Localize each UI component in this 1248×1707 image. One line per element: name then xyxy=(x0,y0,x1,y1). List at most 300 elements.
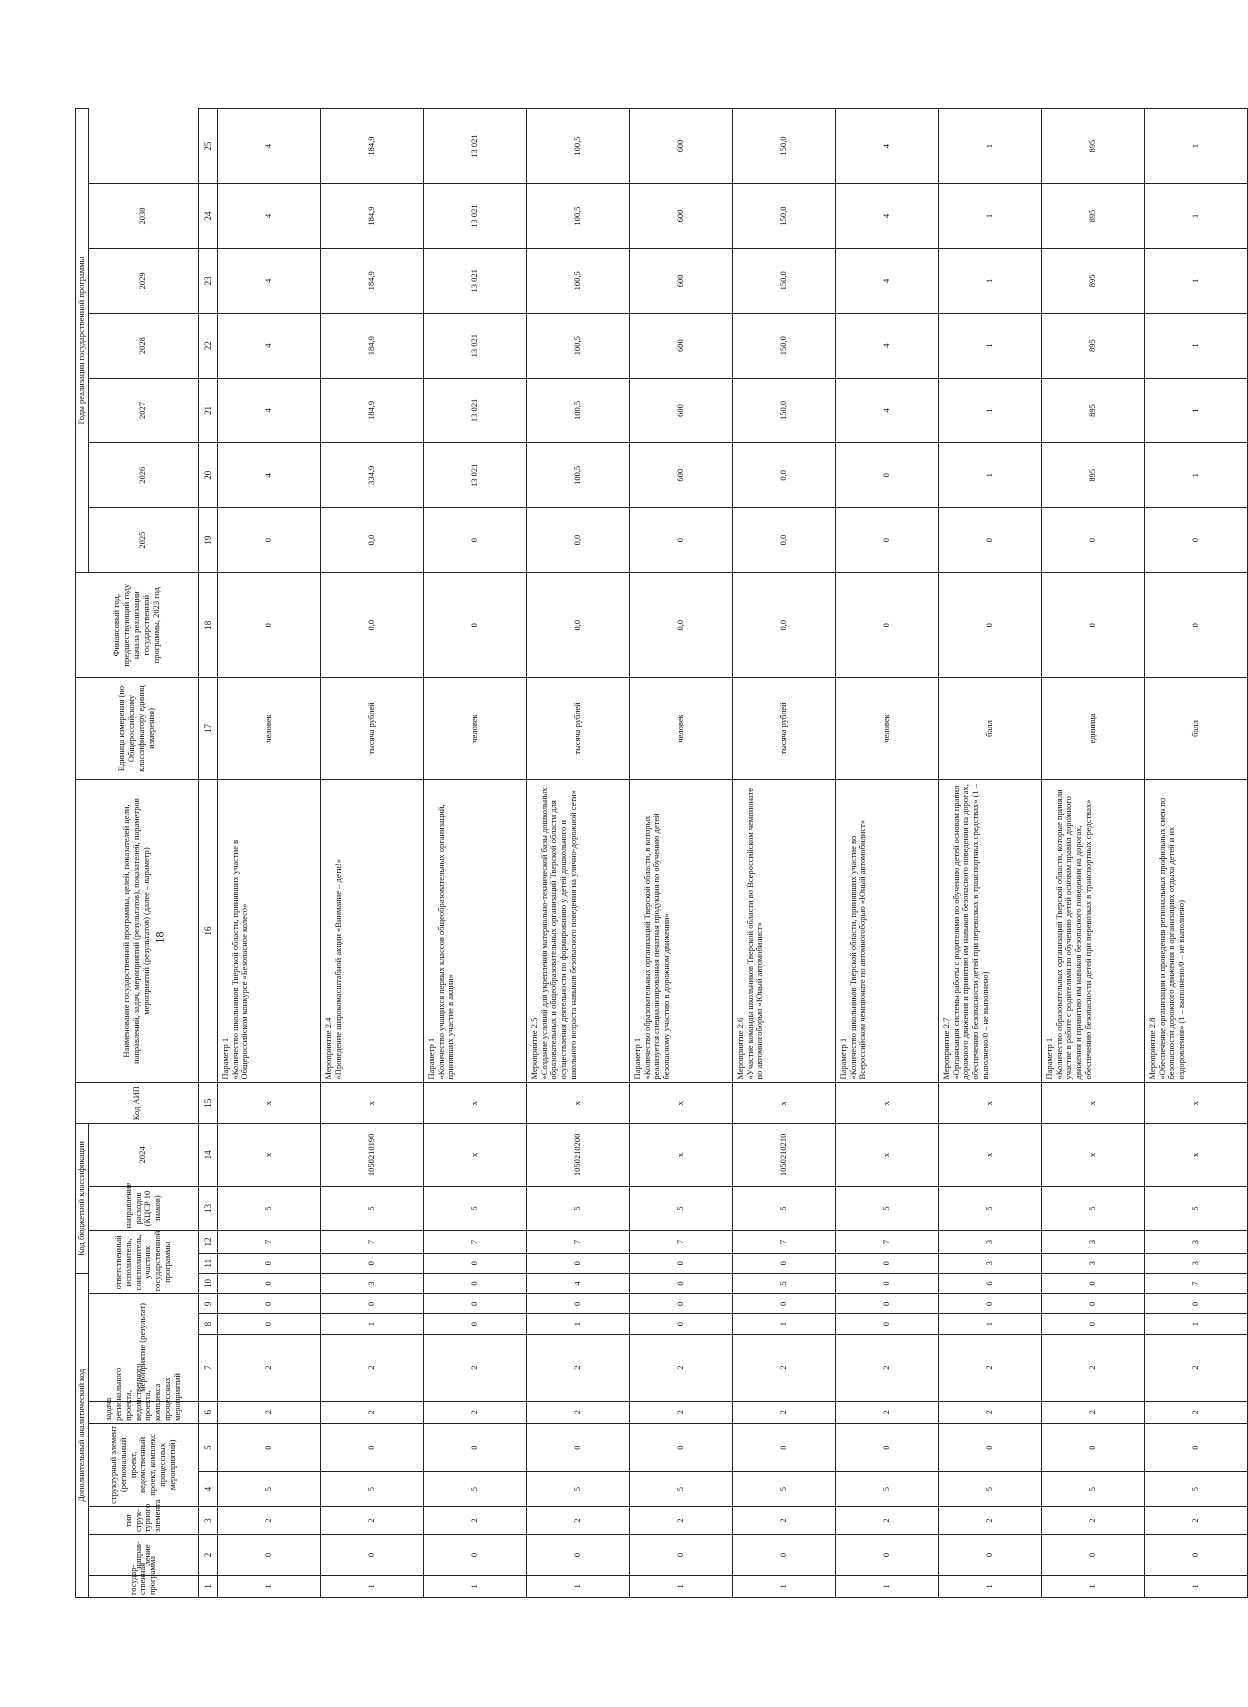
code-cell: 1 xyxy=(423,1575,526,1597)
year-value-cell: 4 xyxy=(217,184,320,249)
code-cell: x xyxy=(1041,1123,1144,1186)
unit-cell: балл xyxy=(938,678,1041,779)
code-cell: 2 xyxy=(526,1334,629,1401)
year-value-cell: 600 xyxy=(629,443,732,508)
column-number: 5 xyxy=(198,1423,217,1472)
code-cell: 5 xyxy=(1041,1472,1144,1506)
code-cell: 7 xyxy=(629,1231,732,1253)
header-zadacha: задача регионального проекта, ведомственного проекта, комплекса процессных мероприятий xyxy=(88,1401,198,1423)
name-cell: Параметр 1 «Количество учащихся первых классов общеобразовательных организаций, принявших участие в акции» xyxy=(423,779,526,1083)
year-value-cell: 0 xyxy=(423,508,526,573)
code-cell: 0 xyxy=(629,1253,732,1273)
code-cell: 5 xyxy=(938,1472,1041,1506)
year-value-cell: 13 021 xyxy=(423,378,526,443)
code-cell: 2 xyxy=(217,1334,320,1401)
name-cell: Мероприятие 2.7 «Организация системы работы с родителями по обучению детей основам правил дорожного движения и привитию им навыков безопасного поведения на дорогах, обеспечению безопасности детей при перевозках в транспортных средствах» (1 – выполнено/0 – не выполнено) xyxy=(938,779,1041,1083)
column-number: 1 xyxy=(198,1575,217,1597)
code-cell: 0 xyxy=(1041,1273,1144,1293)
name-cell: Параметр 1 «Количество образовательных организаций Тверской области, которые приняли участие в работе с родителями по обучению детей основам правил дорожного движения и привитию им навыков безопасного поведения на дорогах, обеспечению безопасности детей при перевозках в транспортных средствах» xyxy=(1041,779,1144,1083)
column-number: 24 xyxy=(198,184,217,249)
code-cell: 2 xyxy=(835,1334,938,1401)
code-cell: 5 xyxy=(423,1186,526,1231)
column-number: 11 xyxy=(198,1253,217,1273)
year-value-cell: 4 xyxy=(217,248,320,313)
code-cell: 0 xyxy=(320,1253,423,1273)
column-number: 4 xyxy=(198,1472,217,1506)
code-cell: 0 xyxy=(629,1535,732,1576)
code-cell: 5 xyxy=(217,1472,320,1506)
code-cell: 2 xyxy=(320,1334,423,1401)
code-cell: 0 xyxy=(423,1314,526,1334)
column-number: 18 xyxy=(198,573,217,678)
code-cell: 0 xyxy=(423,1535,526,1576)
name-cell: Мероприятие 2.8 «Обеспечение организации и проведения региональных профильных смен по безопасности дорожного движения в организациях отдыха детей и их оздоровления» (1 – выполнено/0 – не выполнено) xyxy=(1144,779,1247,1083)
name-cell: Параметр 1 «Количество школьников Тверской области, принявших участие во Всероссийском чемпионате по автомногоборью «Юный автомобилист» xyxy=(835,779,938,1083)
column-number: 23 xyxy=(198,248,217,313)
year-value-cell: 4 xyxy=(835,109,938,184)
header-row-1 xyxy=(76,109,89,1598)
column-number: 19 xyxy=(198,508,217,573)
year-value-cell: 4 xyxy=(217,313,320,378)
code-cell: 1050210200 xyxy=(526,1123,629,1186)
code-cell: 3 xyxy=(938,1253,1041,1273)
unit-cell: тысяча рублей xyxy=(526,678,629,779)
code-cell: 7 xyxy=(423,1231,526,1253)
year-value-cell: 895 xyxy=(1041,248,1144,313)
code-cell: 0 xyxy=(217,1253,320,1273)
code-cell: 2 xyxy=(423,1506,526,1534)
table-row xyxy=(217,109,320,1598)
year-value-cell: 1 xyxy=(1144,378,1247,443)
year-value-cell: 600 xyxy=(629,109,732,184)
table-row xyxy=(629,109,732,1598)
year-value-cell: 150,0 xyxy=(732,184,835,249)
code-cell: 5 xyxy=(1041,1186,1144,1231)
code-cell: 2 xyxy=(1144,1401,1247,1423)
year-value-cell: 150,0 xyxy=(732,378,835,443)
code-cell: 2 xyxy=(1041,1401,1144,1423)
code-cell: 7 xyxy=(835,1231,938,1253)
column-number: 6 xyxy=(198,1401,217,1423)
header-edinica: Единица измерения (по Общероссийскому классификатору единиц измерения) xyxy=(76,678,199,779)
code-cell: 1 xyxy=(1144,1314,1247,1334)
header-tip-struct: тип струк-турного элемента xyxy=(88,1506,198,1534)
code-cell: x xyxy=(629,1083,732,1124)
code-cell: 7 xyxy=(526,1231,629,1253)
code-cell: 0 xyxy=(217,1535,320,1576)
column-number: 10 xyxy=(198,1273,217,1293)
code-cell: 0 xyxy=(732,1294,835,1314)
year-value-cell: 13 021 xyxy=(423,109,526,184)
code-cell: 0 xyxy=(835,1273,938,1293)
code-cell: 5 xyxy=(629,1472,732,1506)
year-value-cell: 895 xyxy=(1041,184,1144,249)
column-number: 3 xyxy=(198,1506,217,1534)
header-year-2025: 2025 xyxy=(88,508,198,573)
code-cell: 0 xyxy=(423,1294,526,1314)
code-cell: 5 xyxy=(629,1186,732,1231)
name-cell: Мероприятие 2.4 «Проведение широкомасштабной акции «Внимание – дети!» xyxy=(320,779,423,1083)
header-year-2024: 2024 xyxy=(88,1123,198,1186)
code-cell: x xyxy=(732,1083,835,1124)
code-cell: x xyxy=(217,1123,320,1186)
year-value-cell: 0 xyxy=(217,508,320,573)
table-row xyxy=(938,109,1041,1598)
code-cell: 2 xyxy=(320,1401,423,1423)
header-finansovy-god: Финансовый год, предшествующий году начала реализации государственной программы, 2023 год xyxy=(76,573,199,678)
code-cell: 0 xyxy=(1144,1294,1247,1314)
code-cell: x xyxy=(938,1083,1041,1124)
code-cell: 0 xyxy=(217,1273,320,1293)
year-value-cell: 0 xyxy=(629,508,732,573)
code-cell: 0 xyxy=(835,1294,938,1314)
code-cell: 3 xyxy=(1041,1253,1144,1273)
code-cell: 2 xyxy=(423,1334,526,1401)
code-cell: 0 xyxy=(835,1314,938,1334)
code-cell: 1 xyxy=(526,1314,629,1334)
code-cell: 0 xyxy=(938,1423,1041,1472)
year-value-cell: 4 xyxy=(835,378,938,443)
table-row xyxy=(1144,109,1247,1598)
year-value-cell: 150,0 xyxy=(732,109,835,184)
code-cell: 2 xyxy=(1041,1506,1144,1534)
code-cell: 7 xyxy=(1144,1273,1247,1293)
year-value-cell: 895 xyxy=(1041,313,1144,378)
code-cell: 5 xyxy=(835,1186,938,1231)
unit-cell: единица xyxy=(1041,678,1144,779)
code-cell: 5 xyxy=(835,1472,938,1506)
header-napravlenie: направ-ление xyxy=(88,1535,198,1576)
code-cell: 1050210190 xyxy=(320,1123,423,1186)
code-cell: 3 xyxy=(1144,1253,1247,1273)
program-table xyxy=(75,108,1248,1598)
code-cell: 0 xyxy=(526,1253,629,1273)
code-cell: 7 xyxy=(320,1231,423,1253)
code-cell: x xyxy=(835,1123,938,1186)
code-cell: 0 xyxy=(732,1253,835,1273)
name-cell: Мероприятие 2.5 «Создание условий для укрепления материально-технической базы дошкольных образовательных и общеобразовательных организаций Тверской области для осуществления деятельности по формированию у детей дошкольного и школьного возраста навыков безопасного поведения на улично-дорожной сети» xyxy=(526,779,629,1083)
table-row xyxy=(526,109,629,1598)
code-cell: 7 xyxy=(217,1231,320,1253)
year-value-cell: 100,5 xyxy=(526,378,629,443)
column-number: 17 xyxy=(198,678,217,779)
code-cell: 1 xyxy=(732,1575,835,1597)
fin-year-cell: 0 xyxy=(835,573,938,678)
unit-cell: балл xyxy=(1144,678,1247,779)
code-cell: x xyxy=(629,1123,732,1186)
year-value-cell: 1 xyxy=(938,184,1041,249)
code-cell: 0 xyxy=(732,1535,835,1576)
header-naimenovanie: Наименование государственной программы, целей, показателей цели, направлений, задач, мероприятий (результатов), показателей, параметров мероприятий (результатов) (далее – параметр) xyxy=(76,779,199,1083)
year-value-cell: 100,5 xyxy=(526,248,629,313)
code-cell: 2 xyxy=(938,1401,1041,1423)
year-value-cell: 1 xyxy=(1144,184,1247,249)
unit-cell: человек xyxy=(217,678,320,779)
year-value-cell: 13 021 xyxy=(423,443,526,508)
year-value-cell: 600 xyxy=(629,378,732,443)
header-napravlenie-rashodov: направление расходов (КЦСР 10 знаков) xyxy=(88,1186,198,1231)
code-cell: 0 xyxy=(526,1294,629,1314)
year-value-cell: 0,0 xyxy=(320,508,423,573)
year-value-cell: 334,9 xyxy=(320,443,423,508)
fin-year-cell: 0 xyxy=(1144,573,1247,678)
code-cell: 0 xyxy=(629,1294,732,1314)
unit-cell: тысяча рублей xyxy=(320,678,423,779)
year-value-cell: 4 xyxy=(835,313,938,378)
rotated-table-container xyxy=(75,108,1200,1598)
code-cell: 0 xyxy=(629,1273,732,1293)
year-value-cell: 0,0 xyxy=(732,443,835,508)
column-number: 25 xyxy=(198,109,217,184)
year-value-cell: 1 xyxy=(1144,109,1247,184)
header-dop-code: Дополнительный аналитический код xyxy=(76,1273,89,1597)
fin-year-cell: 0 xyxy=(1041,573,1144,678)
code-cell: 1 xyxy=(938,1575,1041,1597)
year-value-cell: 0,0 xyxy=(526,508,629,573)
fin-year-cell: 0 xyxy=(938,573,1041,678)
year-value-cell: 0 xyxy=(938,508,1041,573)
year-value-cell: 184,9 xyxy=(320,378,423,443)
name-cell: Параметр 1 «Количество образовательных организаций Тверской области, в которых реализуется специализированная печатная продукция по обучению детей безопасному участию в дорожном движении» xyxy=(629,779,732,1083)
column-number: 7 xyxy=(198,1334,217,1401)
column-number: 12 xyxy=(198,1231,217,1253)
code-cell: 0 xyxy=(938,1294,1041,1314)
code-cell: 0 xyxy=(320,1535,423,1576)
code-cell: 1 xyxy=(938,1314,1041,1334)
header-gody: Годы реализации государственной программы xyxy=(76,109,89,573)
code-cell: 1 xyxy=(835,1575,938,1597)
code-cell: x xyxy=(320,1083,423,1124)
code-cell: 2 xyxy=(732,1401,835,1423)
header-gos-prog: государ-ственная программа xyxy=(88,1575,198,1597)
fin-year-cell: 0,0 xyxy=(320,573,423,678)
code-cell: 2 xyxy=(526,1401,629,1423)
code-cell: 1 xyxy=(1144,1575,1247,1597)
year-value-cell: 1 xyxy=(938,443,1041,508)
year-value-cell: 184,9 xyxy=(320,184,423,249)
code-cell: 0 xyxy=(423,1253,526,1273)
code-cell: 0 xyxy=(938,1535,1041,1576)
column-numbers-row xyxy=(198,109,217,1598)
code-cell: 1 xyxy=(320,1314,423,1334)
year-value-cell: 184,9 xyxy=(320,313,423,378)
code-cell: 0 xyxy=(217,1294,320,1314)
code-cell: x xyxy=(1144,1083,1247,1124)
code-cell: 3 xyxy=(1144,1231,1247,1253)
fin-year-cell: 0,0 xyxy=(629,573,732,678)
code-cell: x xyxy=(217,1083,320,1124)
code-cell: 5 xyxy=(732,1186,835,1231)
year-value-cell: 0 xyxy=(1144,508,1247,573)
year-value-cell: 13 021 xyxy=(423,184,526,249)
code-cell: 0 xyxy=(1041,1314,1144,1334)
code-cell: 5 xyxy=(732,1273,835,1293)
year-value-cell: 0 xyxy=(835,508,938,573)
code-cell: 3 xyxy=(1041,1231,1144,1253)
code-cell: 5 xyxy=(423,1472,526,1506)
code-cell: x xyxy=(423,1083,526,1124)
header-struct-element: структурный элемент (региональный проект, ведомственный проект, комплекс процессных мероприятий) xyxy=(88,1423,198,1506)
code-cell: 0 xyxy=(835,1423,938,1472)
code-cell: 2 xyxy=(526,1506,629,1534)
code-cell: 2 xyxy=(217,1401,320,1423)
table-row xyxy=(320,109,423,1598)
code-cell: 0 xyxy=(1041,1294,1144,1314)
code-cell: 2 xyxy=(629,1506,732,1534)
year-value-cell: 184,9 xyxy=(320,109,423,184)
table-row xyxy=(732,109,835,1598)
table-body xyxy=(217,109,1247,1598)
code-cell: 0 xyxy=(629,1423,732,1472)
code-cell: 2 xyxy=(629,1334,732,1401)
column-number: 16 xyxy=(198,779,217,1083)
header-year-2027: 2027 xyxy=(88,378,198,443)
header-meropriyatie: мероприятие (результат) xyxy=(88,1294,198,1401)
code-cell: 4 xyxy=(526,1273,629,1293)
year-value-cell: 0 xyxy=(1041,508,1144,573)
column-number: 15 xyxy=(198,1083,217,1124)
fin-year-cell: 0,0 xyxy=(732,573,835,678)
year-value-cell: 4 xyxy=(217,443,320,508)
code-cell: 0 xyxy=(1144,1535,1247,1576)
code-cell: 2 xyxy=(1144,1506,1247,1534)
code-cell: 5 xyxy=(320,1472,423,1506)
code-cell: 5 xyxy=(938,1186,1041,1231)
code-cell: 5 xyxy=(526,1472,629,1506)
column-number: 13 xyxy=(198,1186,217,1231)
code-cell: 0 xyxy=(320,1423,423,1472)
code-cell: 0 xyxy=(526,1535,629,1576)
header-budget-code: Код бюджетной классификации xyxy=(76,1123,89,1273)
column-number: 20 xyxy=(198,443,217,508)
header-kod-aip: Код АИП xyxy=(76,1083,199,1124)
code-cell: x xyxy=(1144,1123,1247,1186)
year-value-cell: 4 xyxy=(217,378,320,443)
column-number: 2 xyxy=(198,1535,217,1576)
code-cell: 2 xyxy=(1144,1334,1247,1401)
column-number: 9 xyxy=(198,1294,217,1314)
year-value-cell: 4 xyxy=(217,109,320,184)
code-cell: 1050210210 xyxy=(732,1123,835,1186)
year-value-cell: 184,9 xyxy=(320,248,423,313)
year-value-cell: 1 xyxy=(1144,313,1247,378)
table-row xyxy=(423,109,526,1598)
code-cell: 2 xyxy=(835,1506,938,1534)
year-value-cell: 13 021 xyxy=(423,313,526,378)
year-value-cell: 150,0 xyxy=(732,313,835,378)
year-value-cell: 1 xyxy=(938,109,1041,184)
code-cell: x xyxy=(835,1083,938,1124)
fin-year-cell: 0,0 xyxy=(526,573,629,678)
code-cell: 5 xyxy=(732,1472,835,1506)
code-cell: 0 xyxy=(217,1423,320,1472)
year-value-cell: 0,0 xyxy=(732,508,835,573)
year-value-cell: 895 xyxy=(1041,378,1144,443)
code-cell: x xyxy=(938,1123,1041,1186)
year-value-cell: 100,5 xyxy=(526,184,629,249)
code-cell: 2 xyxy=(1041,1334,1144,1401)
code-cell: 5 xyxy=(217,1186,320,1231)
code-cell: 1 xyxy=(629,1575,732,1597)
column-number: 8 xyxy=(198,1314,217,1334)
column-number: 21 xyxy=(198,378,217,443)
code-cell: 0 xyxy=(1041,1423,1144,1472)
year-value-cell: 600 xyxy=(629,184,732,249)
code-cell: 0 xyxy=(217,1314,320,1334)
code-cell: 0 xyxy=(629,1314,732,1334)
code-cell: 0 xyxy=(732,1423,835,1472)
code-cell: 3 xyxy=(320,1273,423,1293)
year-value-cell: 895 xyxy=(1041,109,1144,184)
fin-year-cell: 0 xyxy=(217,573,320,678)
year-value-cell: 4 xyxy=(835,184,938,249)
name-cell: Мероприятие 2.6 «Участие команды школьников Тверской области во Всероссийском чемпионате по автомногоборью «Юный автомобилист» xyxy=(732,779,835,1083)
code-cell: 1 xyxy=(1041,1575,1144,1597)
unit-cell: человек xyxy=(629,678,732,779)
header-year-2026: 2026 xyxy=(88,443,198,508)
table-row xyxy=(1041,109,1144,1598)
code-cell: 7 xyxy=(732,1231,835,1253)
column-number: 14 xyxy=(198,1123,217,1186)
code-cell: 1 xyxy=(320,1575,423,1597)
code-cell: 2 xyxy=(835,1401,938,1423)
code-cell: 5 xyxy=(526,1186,629,1231)
year-value-cell: 4 xyxy=(835,248,938,313)
year-value-cell: 150,0 xyxy=(732,248,835,313)
code-cell: 0 xyxy=(423,1423,526,1472)
code-cell: 0 xyxy=(1144,1423,1247,1472)
code-cell: x xyxy=(526,1083,629,1124)
unit-cell: человек xyxy=(835,678,938,779)
code-cell: 5 xyxy=(1144,1472,1247,1506)
year-value-cell: 0 xyxy=(835,443,938,508)
page-number: 18 xyxy=(152,931,167,944)
header-year-2029: 2029 xyxy=(88,248,198,313)
code-cell: 2 xyxy=(629,1401,732,1423)
code-cell: 5 xyxy=(320,1186,423,1231)
year-value-cell: 1 xyxy=(938,313,1041,378)
code-cell: 1 xyxy=(732,1314,835,1334)
year-value-cell: 895 xyxy=(1041,443,1144,508)
header-year-2028: 2028 xyxy=(88,313,198,378)
code-cell: 0 xyxy=(835,1535,938,1576)
code-cell: 0 xyxy=(320,1294,423,1314)
code-cell: x xyxy=(423,1123,526,1186)
code-cell: 5 xyxy=(1144,1186,1247,1231)
year-value-cell: 1 xyxy=(1144,248,1247,313)
code-cell: 2 xyxy=(732,1506,835,1534)
code-cell: 2 xyxy=(732,1334,835,1401)
year-value-cell: 1 xyxy=(938,378,1041,443)
year-value-cell: 600 xyxy=(629,313,732,378)
code-cell: 2 xyxy=(320,1506,423,1534)
year-value-cell: 1 xyxy=(1144,443,1247,508)
unit-cell: тысяча рублей xyxy=(732,678,835,779)
year-value-cell: 600 xyxy=(629,248,732,313)
year-value-cell: 100,5 xyxy=(526,313,629,378)
name-cell: Параметр 1 «Количество школьников Тверской области, принявших участие в Общероссийском конкурсе «Безопасное колесо» xyxy=(217,779,320,1083)
year-value-cell: 13 021 xyxy=(423,248,526,313)
code-cell: 0 xyxy=(423,1273,526,1293)
code-cell: 1 xyxy=(217,1575,320,1597)
unit-cell: человек xyxy=(423,678,526,779)
code-cell: 2 xyxy=(938,1506,1041,1534)
year-value-cell: 100,5 xyxy=(526,443,629,508)
column-number: 22 xyxy=(198,313,217,378)
fin-year-cell: 0 xyxy=(423,573,526,678)
year-value-cell: 100,5 xyxy=(526,109,629,184)
header-year-2030: 2030 xyxy=(88,184,198,249)
